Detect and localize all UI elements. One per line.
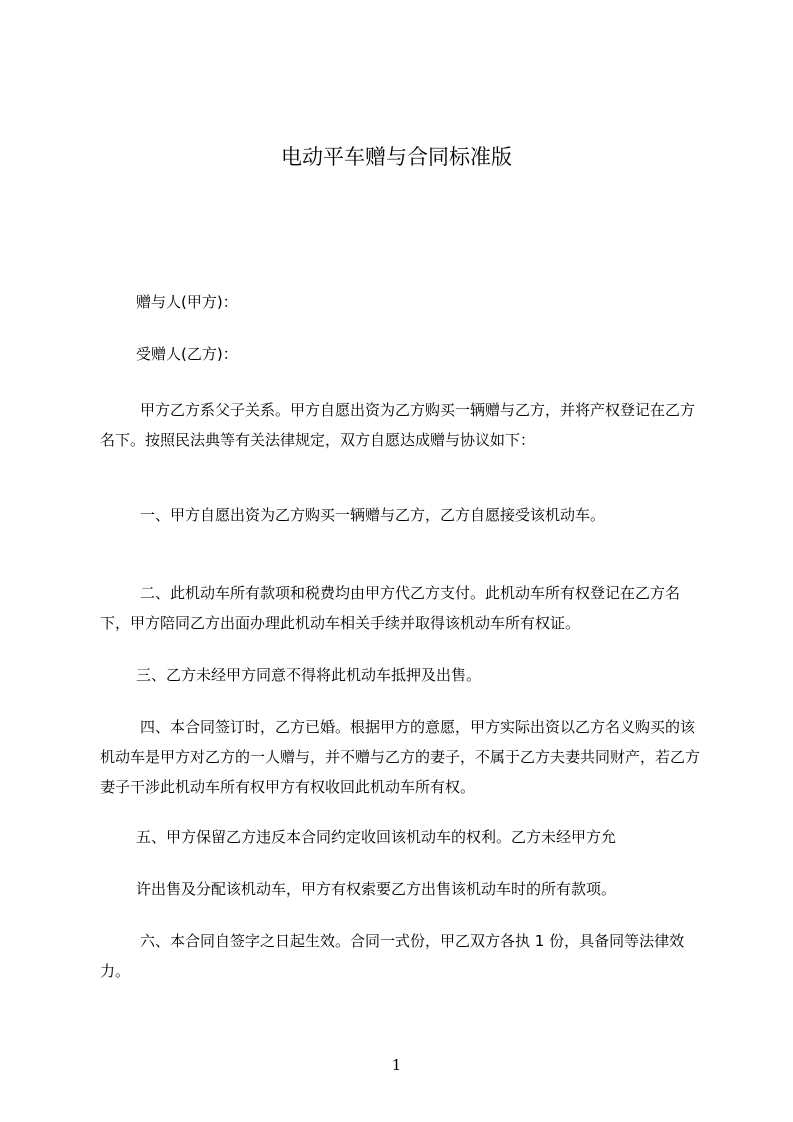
page-number: 1 (391, 1056, 402, 1074)
clause-5-b: 许出售及分配该机动车，甲方有权索要乙方出售该机动车时的所有款项。 (136, 880, 617, 898)
clause-3: 三、乙方未经甲方同意不得将此机动车抵押及出售。 (136, 666, 482, 684)
clause-2: 二、此机动车所有款项和税费均由甲方代乙方支付。此机动车所有权登记在乙方名下，甲方陪同乙方出面办理此机动车相关手续并取得该机动车所有权证。 (100, 584, 681, 632)
donee-label: 受赠人(乙方)： (136, 345, 238, 363)
clause-1-text-2: 赠与乙方，乙方自愿接受该机动车。 (365, 506, 606, 524)
clause-1-text-1: 一、甲方自愿出资为乙方购买一辆 (140, 506, 366, 524)
donor-line (136, 287, 740, 317)
intro-paragraph (100, 395, 704, 455)
donee-line (136, 339, 740, 369)
clause-5-a: 五、甲方保留乙方违反本合同约定收回该机动车的权利。乙方未经甲方允 (136, 828, 617, 846)
clause-6-text-2: 份，甲乙双方各执 1 份，具备同等法律效力。 (100, 932, 685, 980)
intro-text-2: 赠与乙方，并将产权登记在乙方名下。按照民法典等有关法律规定，双方自愿达成赠与协议如下： (100, 401, 696, 449)
clause-4: 四、本合同签订时，乙方已婚。根据甲方的意愿，甲方实际出资以乙方名义购买的该机动车是甲方对乙方的一人赠与，并不赠与乙方的妻子，不属于乙方夫妻共同财产，若乙方妻子干涉此机动车所有权甲方有权收回此机动车所有权。 (100, 718, 701, 796)
clause-6-text-1: 六、本合同自签字之日起生效。合同一式 (140, 932, 411, 950)
clause-1 (100, 500, 704, 530)
donor-label: 赠与人(甲方)： (136, 293, 238, 311)
document-title: 电动平车赠与合同标准版 (281, 145, 512, 169)
intro-text-1: 甲方乙方系父子关系。甲方自愿出资为乙方购买一辆 (140, 401, 486, 419)
clause-6 (100, 926, 704, 986)
